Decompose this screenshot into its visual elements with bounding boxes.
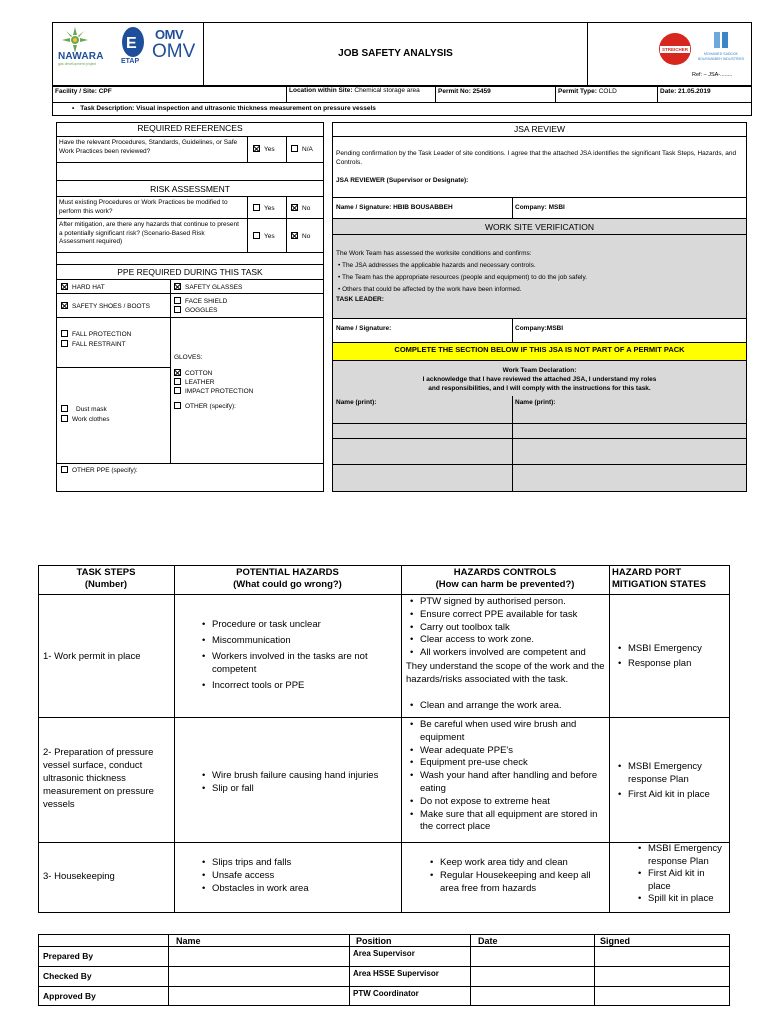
permit-type-label: Permit Type: (558, 88, 597, 95)
ppe-other-gloves[interactable] (174, 402, 236, 412)
declaration-name-1: Name (print): (336, 399, 377, 406)
empty-box-icon (61, 405, 68, 412)
nawara-logo-subtext: gas development project (58, 62, 97, 66)
list-item: • All workers involved are competent and (420, 647, 606, 660)
col-header-mitigation-line2: MITIGATION STATES (612, 579, 706, 590)
reviewer-name-signature: Name / Signature: HBIB BOUSABBEH (336, 204, 453, 211)
so-hline-2 (38, 966, 730, 967)
empty-box-icon (61, 340, 68, 347)
ppe-line-4 (56, 367, 171, 368)
page-title: JOB SAFETY ANALYSIS (338, 48, 453, 59)
rr-question: Have the relevant Procedures, Standards, Guidelines, or Safe Work Practices been reviewed? (59, 139, 238, 155)
empty-box-icon (174, 402, 181, 409)
col-header-mitigation (612, 567, 730, 591)
declaration-line-2: and responsibilities, and I will comply with the instructions for this task. (428, 385, 651, 392)
ppe-fall-restraint-label: FALL RESTRAINT (72, 341, 126, 348)
decl-line-1 (332, 423, 747, 424)
so-vdiv-2 (349, 934, 350, 1006)
ht-vdiv-2 (401, 565, 402, 913)
signoff-header-signed: Signed (600, 936, 631, 946)
msbi-logo (696, 30, 746, 66)
wsv-vdiv (512, 318, 513, 342)
ppe-work-clothes[interactable] (61, 415, 109, 425)
info-divider-2 (435, 86, 436, 103)
list-item: • MSBI Emergency response Plan (628, 760, 726, 786)
list-item: • Procedure or task unclear (212, 618, 398, 631)
task-description-text: Task Description: Visual inspection and ultrasonic thickness measurement on pressure vessels (80, 105, 376, 112)
ref-number: Ref: – JSA-........ (692, 72, 733, 78)
so-vdiv-1 (168, 934, 169, 1006)
permit-pack-text: COMPLETE THE SECTION BELOW IF THIS JSA IS NOT PART OF A PERMIT PACK (394, 345, 685, 354)
msbi-logo-text: MOHAMED SADDOK BOUSSABBEH INDUSTRIES (697, 52, 745, 61)
signoff-approved-label: Approved By (43, 991, 96, 1001)
row3-mitigation (634, 843, 728, 906)
ra-vdiv-1 (247, 196, 248, 252)
col-header-controls (401, 567, 609, 591)
declaration-title: Work Team Declaration: (502, 367, 577, 374)
so-hline-3 (38, 986, 730, 987)
ra-q1-yes-checkbox[interactable] (253, 204, 275, 214)
col-header-task-steps (38, 567, 174, 591)
list-item: • MSBI Emergency response Plan (648, 843, 728, 868)
so-vdiv-4 (594, 934, 595, 1006)
ra-q2-yes-checkbox[interactable] (253, 232, 275, 242)
ppe-hard-hat[interactable] (61, 283, 105, 293)
list-item: • Ensure correct PPE available for task (420, 609, 606, 622)
ppe-cotton-label: COTTON (185, 370, 213, 377)
location-field (289, 87, 433, 94)
rr-vdiv-1 (247, 136, 248, 162)
ppe-other[interactable] (61, 466, 138, 476)
ppe-line-3 (56, 317, 324, 318)
list-item: • Wash your hand after handling and before eating (420, 770, 606, 796)
verification-bullet-3: • Others that could be affected by the work have been informed. (338, 286, 522, 293)
ra-question-2: After mitigation, are there any hazards that continue to present a potentially significant risk? (Scenario-Based Risk Assessment required) (59, 221, 239, 245)
decl-vdiv (512, 396, 513, 491)
ppe-fall-restraint[interactable] (61, 340, 126, 350)
ppe-impact[interactable] (174, 387, 253, 397)
task-description: • Task Description: Visual inspection and ultrasonic thickness measurement on pressure vessels (72, 105, 376, 112)
ppe-dust-mask-label: Dust mask (76, 406, 107, 413)
row3-controls (426, 856, 606, 895)
ppe-impact-label: IMPACT PROTECTION (185, 388, 254, 395)
ppe-dust-mask[interactable] (61, 405, 107, 415)
list-item: • Equipment pre-use check (420, 757, 606, 770)
signoff-checked-position: Area HSSE Supervisor (353, 969, 439, 978)
etap-logo (120, 26, 146, 68)
info-divider-3 (555, 86, 556, 103)
ppe-safety-glasses-label: SAFETY GLASSES (185, 284, 243, 291)
list-item: • Regular Housekeeping and keep all area free from hazards (440, 869, 606, 895)
list-item: • First Aid kit in place (628, 788, 726, 801)
empty-box-icon (61, 415, 68, 422)
streicher-logo-text: STREICHER (661, 47, 688, 52)
checked-box-icon (291, 204, 298, 211)
empty-box-icon (291, 145, 298, 152)
streicher-logo (658, 32, 692, 66)
verification-intro: The Work Team has assessed the worksite conditions and confirms: (336, 250, 532, 257)
ra-q1-no-checkbox[interactable] (291, 204, 310, 214)
location-label: Location within Site: (289, 87, 353, 94)
row1-controls (406, 596, 606, 660)
risk-assessment-heading: RISK ASSESSMENT (150, 184, 230, 194)
row2-mitigation (614, 760, 726, 801)
list-item: • Keep work area tidy and clean (440, 856, 606, 869)
col-header-mitigation-line1: HAZARD PORT (612, 567, 682, 578)
ht-hline-1 (38, 594, 730, 595)
verification-bullet-3-text: Others that could be affected by the work have been informed. (342, 286, 522, 293)
decl-line-2 (332, 438, 747, 439)
ppe-fall-protection[interactable] (61, 330, 131, 340)
checked-box-icon (253, 145, 260, 152)
ppe-goggles-label: GOGGLES (185, 307, 218, 314)
empty-box-icon (174, 306, 181, 313)
verification-bullet-1: • The JSA addresses the applicable hazards and necessary controls. (338, 262, 536, 269)
checked-box-icon (174, 369, 181, 376)
leader-company: Company:MSBI (515, 325, 564, 332)
col-header-task-steps-line2: (Number) (84, 579, 128, 590)
ppe-safety-glasses[interactable] (174, 283, 242, 293)
list-item: • Obstacles in work area (212, 882, 398, 895)
list-item: • Do not expose to extreme heat (420, 796, 606, 809)
declaration-name-2: Name (print): (515, 399, 556, 406)
nawara-logo (58, 27, 116, 67)
list-item: • Miscommunication (212, 634, 398, 647)
omv-logo (151, 27, 199, 67)
signoff-header-name: Name (176, 936, 201, 946)
jsa-review-text: Pending confirmation by the Task Leader of site conditions. I agree that the attached JSA identifies the significant Task Steps, Hazards, and Controls. (336, 150, 737, 166)
col-header-controls-line2: (How can harm be prevented?) (435, 579, 575, 590)
ra-q1-yes-label: Yes (264, 205, 275, 212)
list-item: • Be careful when used wire brush and equipment (420, 719, 606, 745)
info-divider-1 (286, 86, 287, 103)
list-item: • Clean and arrange the work area. (420, 700, 606, 713)
jsa-review-heading: JSA REVIEW (513, 124, 565, 134)
list-item: • Response plan (628, 657, 728, 670)
empty-box-icon (174, 378, 181, 385)
ppe-line-2 (56, 293, 324, 294)
rr-bottom-2 (56, 180, 324, 181)
ra-line (56, 196, 324, 197)
header-right-divider (587, 22, 588, 86)
ppe-line-5 (56, 463, 324, 464)
row2-controls (406, 719, 606, 834)
checked-box-icon (174, 283, 181, 290)
signoff-approved-position: PTW Coordinator (353, 989, 419, 998)
list-item: • Incorrect tools or PPE (212, 679, 398, 692)
ra-q2-yes-label: Yes (264, 233, 275, 240)
list-item: • Clear access to work zone. (420, 634, 606, 647)
location-value: Chemical storage area (354, 87, 420, 94)
info-divider-4 (657, 86, 658, 103)
permit-type-value: COLD (598, 88, 617, 95)
ppe-line (56, 279, 324, 280)
omv-logo-mark: OMV (155, 27, 184, 42)
rr-yes-checkbox[interactable] (253, 145, 275, 155)
rr-vdiv-2 (286, 136, 287, 162)
ra-q2-no-label: No (302, 233, 311, 240)
empty-box-icon (174, 297, 181, 304)
ra-question-1: Must existing Procedures or Work Practices be modified to perform this work? (59, 199, 228, 215)
rr-na-checkbox[interactable] (291, 145, 313, 155)
ra-bottom (56, 252, 324, 253)
jr-vdiv (512, 197, 513, 218)
wsv-line (332, 234, 747, 235)
verification-bullet-2: • The Team has the appropriate resources (people and equipment) to do the job safely. (338, 274, 588, 281)
empty-box-icon (61, 330, 68, 337)
ppe-face-shield-label: FACE SHIELD (185, 298, 228, 305)
jr-line (332, 136, 747, 137)
ppe-goggles[interactable] (174, 306, 218, 316)
ra-mid (56, 218, 324, 219)
col-header-task-steps-line1: TASK STEPS (76, 567, 136, 578)
ppe-other-label: OTHER PPE (specify): (72, 467, 138, 474)
declaration-line-1: I acknowledge that I have reviewed the attached JSA, I understand my roles (422, 376, 657, 383)
nawara-logo-text: NAWARA (58, 51, 104, 62)
list-item: • MSBI Emergency (628, 642, 728, 655)
verification-bullet-2-text: The Team has the appropriate resources (people and equipment) to do the job safely. (341, 274, 588, 281)
leader-name-signature: Name / Signature: (336, 325, 392, 332)
ra-vdiv-2 (286, 196, 287, 252)
rr-bottom (56, 162, 324, 163)
row2-hazards (198, 769, 398, 795)
col-header-controls-line1: HAZARDS CONTROLS (453, 567, 557, 578)
ht-hline-2 (38, 717, 730, 718)
col-header-hazards-line2: (What could go wrong?) (233, 579, 342, 590)
jsa-reviewer-label: JSA REVIEWER (Supervisor or Designate): (336, 177, 469, 184)
list-item: • PTW signed by authorised person. (420, 596, 606, 609)
ppe-other-gloves-label: OTHER (specify): (185, 403, 236, 410)
col-header-hazards-line1: POTENTIAL HAZARDS (236, 567, 339, 578)
ht-vdiv-1 (174, 565, 175, 913)
list-item: • Make sure that all equipment are stored in the correct place (420, 809, 606, 835)
permit-no-field: Permit No: 25459 (438, 88, 491, 95)
empty-box-icon (253, 204, 260, 211)
signoff-header-position: Position (356, 936, 392, 946)
row1-controls-last (406, 700, 606, 713)
rr-line (56, 136, 324, 137)
ppe-gloves-label: GLOVES: (174, 354, 203, 361)
verification-bullet-1-text: The JSA addresses the applicable hazards and necessary controls. (341, 262, 536, 269)
so-hline-1 (38, 946, 730, 947)
so-vdiv-3 (470, 934, 471, 1006)
facility-field: Facility / Site: CPF (55, 88, 112, 95)
wsv-line-2 (332, 318, 747, 319)
checked-box-icon (61, 302, 68, 309)
ra-q2-no-checkbox[interactable] (291, 232, 310, 242)
signoff-checked-label: Checked By (43, 971, 92, 981)
date-field: Date: 21.05.2019 (660, 88, 711, 95)
list-item: • Slips trips and falls (212, 856, 398, 869)
rr-na-label: N/A (302, 146, 313, 153)
signoff-header-date: Date (478, 936, 498, 946)
empty-box-icon (253, 232, 260, 239)
task-leader-label: TASK LEADER: (336, 296, 384, 303)
decl-line-3 (332, 464, 747, 465)
ra-q1-no-label: No (302, 205, 311, 212)
omv-logo-text: OMV (152, 41, 196, 62)
row2-step: 2- Preparation of pressure vessel surface, conduct ultrasonic thickness measurement on pressure vessels (43, 747, 154, 810)
ppe-work-clothes-label: Work clothes (72, 416, 110, 423)
ppe-leather-label: LEATHER (185, 379, 215, 386)
empty-box-icon (174, 387, 181, 394)
list-item: • Slip or fall (212, 782, 398, 795)
col-header-hazards (174, 567, 401, 591)
list-item: • Unsafe access (212, 869, 398, 882)
list-item: • Spill kit in place (648, 893, 728, 906)
ppe-hard-hat-label: HARD HAT (72, 284, 105, 291)
row1-hazards (198, 618, 398, 692)
ht-vdiv-3 (609, 565, 610, 913)
ppe-heading: PPE REQUIRED DURING THIS TASK (117, 267, 263, 277)
row3-step: 3- Housekeeping (43, 871, 115, 882)
checked-box-icon (61, 283, 68, 290)
ht-hline-3 (38, 842, 730, 843)
row1-mitigation (614, 642, 728, 670)
etap-logo-text: ETAP (121, 58, 140, 65)
list-item: • Workers involved in the tasks are not competent (212, 650, 398, 676)
row1-controls-continued: They understand the scope of the work and the hazards/risks associated with the task. (406, 661, 605, 685)
empty-box-icon (61, 466, 68, 473)
row3-hazards (198, 856, 398, 895)
rr-yes-label: Yes (264, 146, 275, 153)
ra-bottom-2 (56, 264, 324, 265)
ppe-fall-protection-label: FALL PROTECTION (72, 331, 132, 338)
work-site-verification-heading: WORK SITE VERIFICATION (485, 222, 594, 232)
list-item: • Carry out toolbox talk (420, 622, 606, 635)
checked-box-icon (291, 232, 298, 239)
signoff-prepared-position: Area Supervisor (353, 949, 415, 958)
list-item: • First Aid kit in place (648, 868, 728, 893)
svg-text:E: E (126, 35, 137, 52)
signoff-prepared-label: Prepared By (43, 951, 94, 961)
permit-type-field (558, 88, 617, 97)
jr-line-2 (332, 197, 747, 198)
ppe-safety-shoes-label: SAFETY SHOES / BOOTS (72, 303, 150, 310)
required-references-heading: REQUIRED REFERENCES (137, 123, 243, 133)
ppe-vdiv (170, 279, 171, 463)
row1-step: 1- Work permit in place (43, 651, 141, 662)
list-item: • Wire brush failure causing hand injuries (212, 769, 398, 782)
ppe-safety-shoes[interactable] (61, 302, 150, 312)
list-item: • Wear adequate PPE's (420, 745, 606, 758)
reviewer-company: Company: MSBI (515, 204, 565, 211)
